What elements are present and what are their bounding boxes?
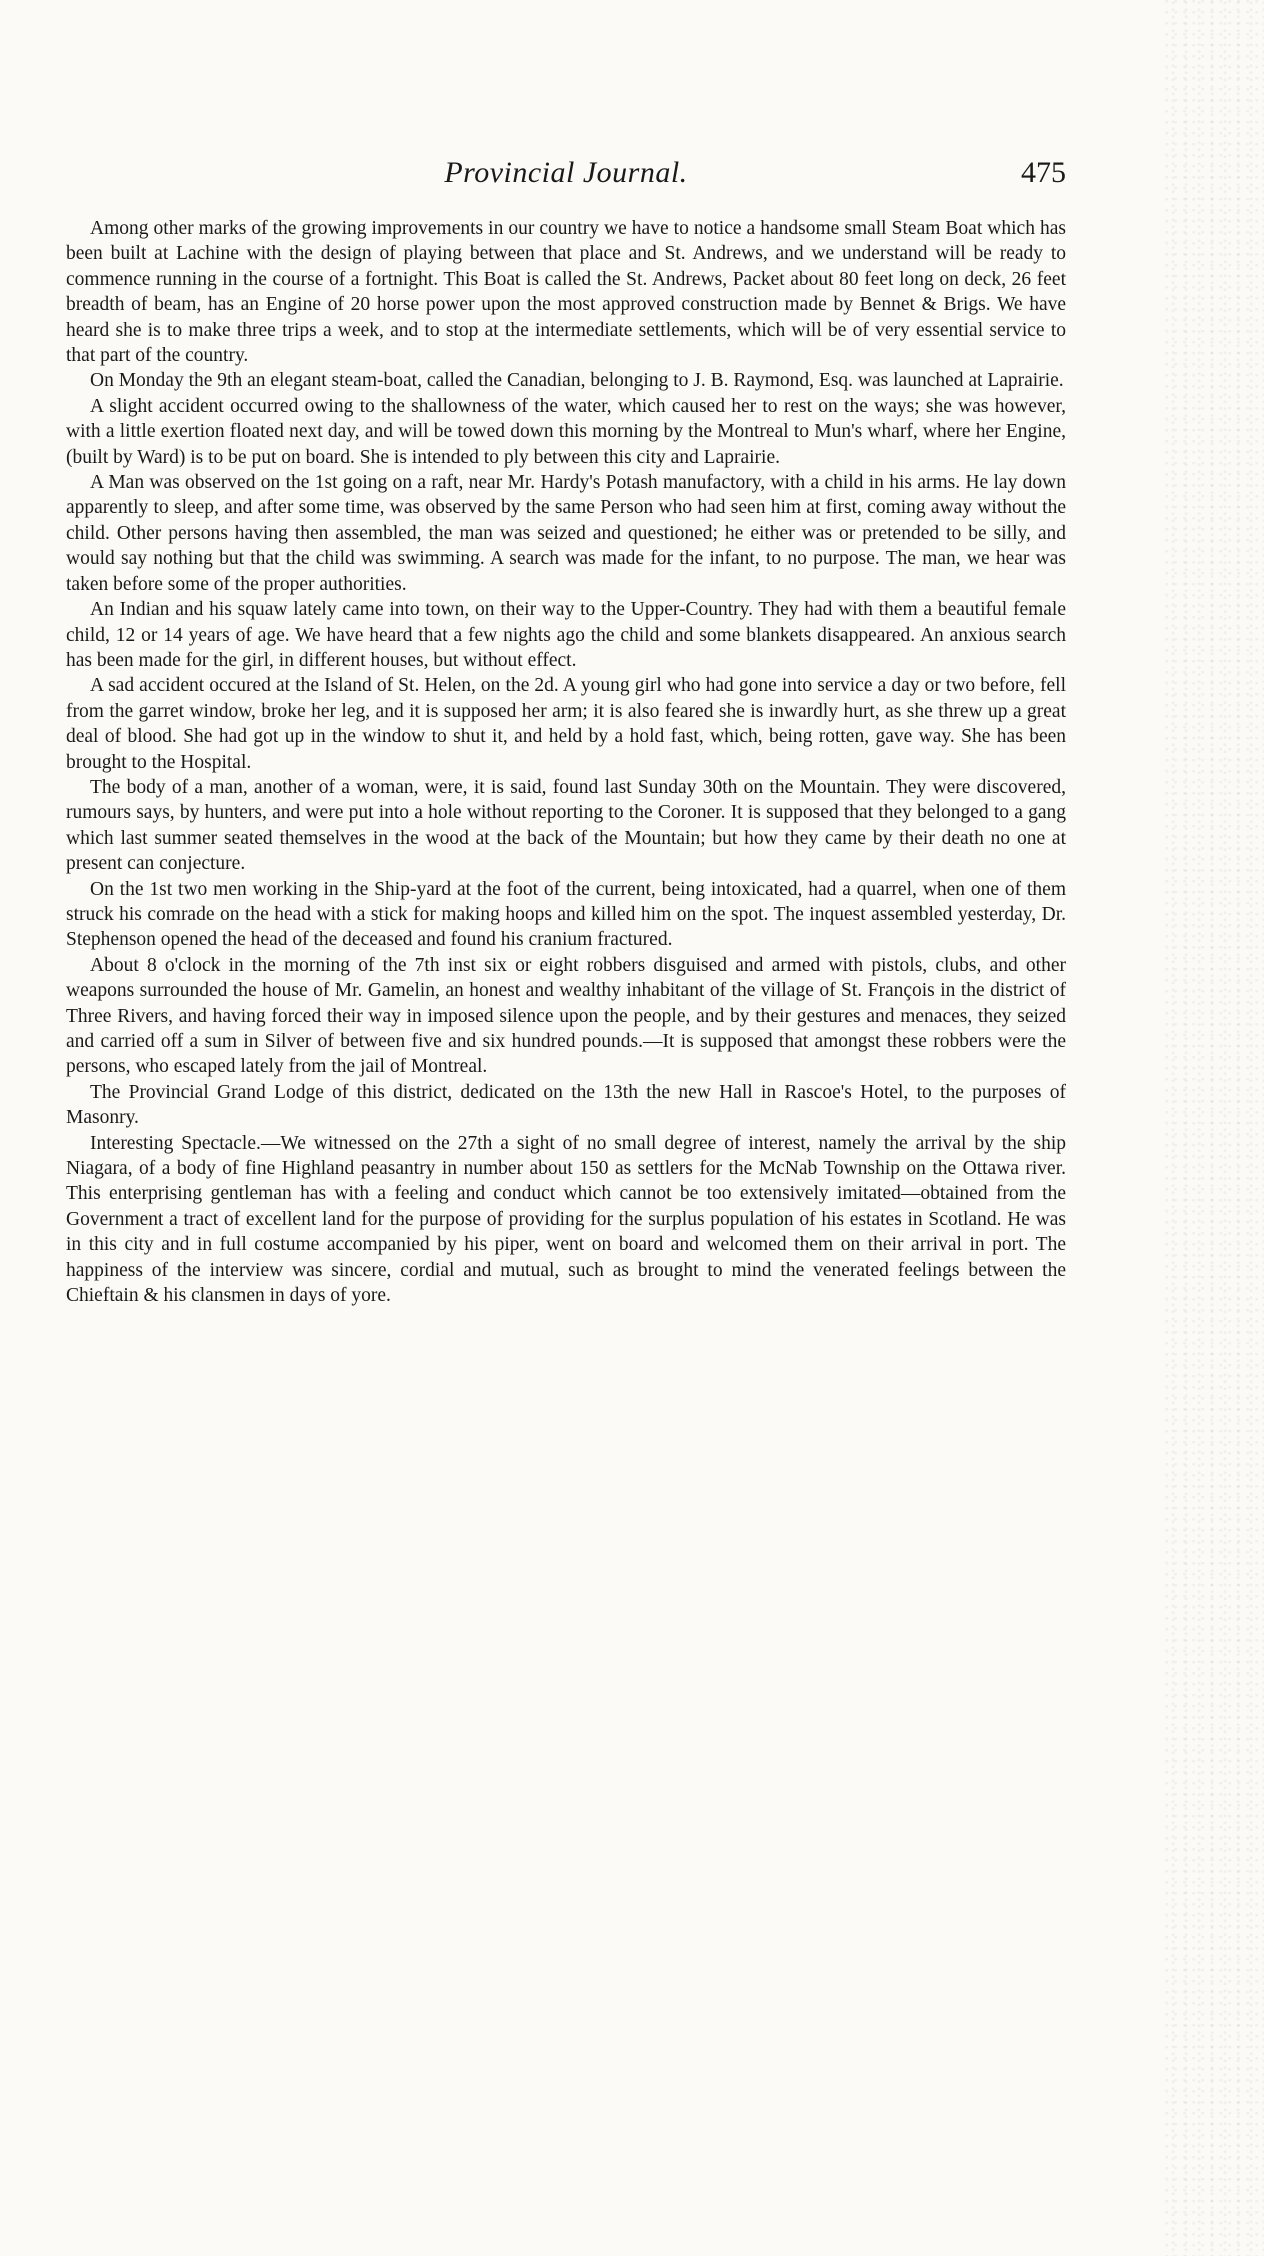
paragraph-grand-lodge: The Provincial Grand Lodge of this district, dedicated on the 13th the new Hall in Rascoe's Hotel, to the purposes of Masonry.	[66, 1081, 1066, 1129]
page-edge-speckle	[1164, 0, 1264, 2256]
page-number: 475	[1021, 156, 1066, 189]
paragraph-st-helen-accident: A sad accident occured at the Island of St. Helen, on the 2d. A young girl who had gone into service a day or two before, fell from the garret window, broke her leg, and it is supposed her arm; it is also feared she is inwardly hurt, as she threw up a great deal of blood. She had got up in the window to shut it, and held by a hold fast, which, being rotten, gave way. She has been brought to the Hospital.	[66, 675, 1066, 773]
running-head	[66, 150, 1066, 200]
paragraph-indian-squaw: An Indian and his squaw lately came into town, on their way to the Upper-Country. They had with them a beautiful female child, 12 or 14 years of age. We have heard that a few nights ago the child and some blankets disappeared. An anxious search has been made for the girl, in different houses, but without effect.	[66, 599, 1066, 671]
paragraph-steam-boat-lachine: Among other marks of the growing improvements in our country we have to notice a handsome small Steam Boat which has been built at Lachine with the design of playing between that place and St. Andrews, and we understand will be ready to commence running in the course of a fortnight. This Boat is called the St. Andrews, Packet about 80 feet long on deck, 26 feet breadth of beam, has an Engine of 20 horse power upon the most approved construction made by Bennet & Brigs. We have heard she is to make three trips a week, and to stop at the intermediate settlements, which will be of very essential service to that part of the country.	[66, 218, 1066, 367]
running-title: Provincial Journal.	[444, 156, 688, 189]
paragraph-slight-accident: A slight accident occurred owing to the shallowness of the water, which caused her to rest on the ways; she was however, with a little exertion floated next day, and will be towed down this morning by the Montreal to Mun's wharf, where her Engine, (built by Ward) is to be put on board. She is intended to ply between this city and Laprairie.	[66, 395, 1066, 468]
paragraph-bodies-on-mountain: The body of a man, another of a woman, were, it is said, found last Sunday 30th on the Mountain. They were discovered, rumours says, by hunters, and were put into a hole without reporting to the Coroner. It is supposed that they belonged to a gang which last summer seated themselves in the wood at the back of the Mountain; but how they came by their death no one at present can conjecture.	[66, 776, 1066, 875]
journal-page	[66, 150, 1066, 1308]
paragraph-canadian-launch: On Monday the 9th an elegant steam-boat, called the Canadian, belonging to J. B. Raymond, Esq. was launched at Laprairie.	[90, 370, 1064, 392]
article-body	[66, 216, 1066, 1308]
paragraph-man-on-raft: A Man was observed on the 1st going on a raft, near Mr. Hardy's Potash manufactory, with a child in his arms. He lay down apparently to sleep, and after some time, was observed by the same Person who had seen him at first, coming away without the child. Other persons having then assembled, the man was seized and questioned; he either was or pretended to be silly, and would say nothing but that the child was swimming. A search was made for the infant, to no purpose. The man, we hear was taken before some of the proper authorities.	[66, 472, 1066, 595]
paragraph-interesting-spectacle: Interesting Spectacle.—We witnessed on the 27th a sight of no small degree of interest, namely the arrival by the ship Niagara, of a body of fine Highland peasantry in number about 150 as settlers for the McNab Township on the Ottawa river. This enterprising gentleman has with a feeling and conduct which cannot be too extensively imitated—obtained from the Government a tract of excellent land for the purpose of providing for the surplus population of his estates in Scotland. He was in this city and in full costume accompanied by his piper, went on board and welcomed them on their arrival in port. The happiness of the interview was sincere, cordial and mutual, such as brought to mind the venerated feelings between the Chieftain & his clansmen in days of yore.	[66, 1132, 1066, 1307]
paragraph-robbery-three-rivers: About 8 o'clock in the morning of the 7th inst six or eight robbers disguised and armed with pistols, clubs, and other weapons surrounded the house of Mr. Gamelin, an honest and wealthy inhabitant of the village of St. François in the district of Three Rivers, and having forced their way in imposed silence upon the people, and by their gestures and menaces, they seized and carried off a sum in Silver of between five and six hundred pounds.—It is supposed that amongst these robbers were the persons, who escaped lately from the jail of Montreal.	[66, 954, 1066, 1078]
paragraph-ship-yard-quarrel: On the 1st two men working in the Ship-yard at the foot of the current, being intoxicated, had a quarrel, when one of them struck his comrade on the head with a stick for making hoops and killed him on the spot. The inquest assembled yesterday, Dr. Stephenson opened the head of the deceased and found his cranium fractured.	[66, 878, 1066, 951]
